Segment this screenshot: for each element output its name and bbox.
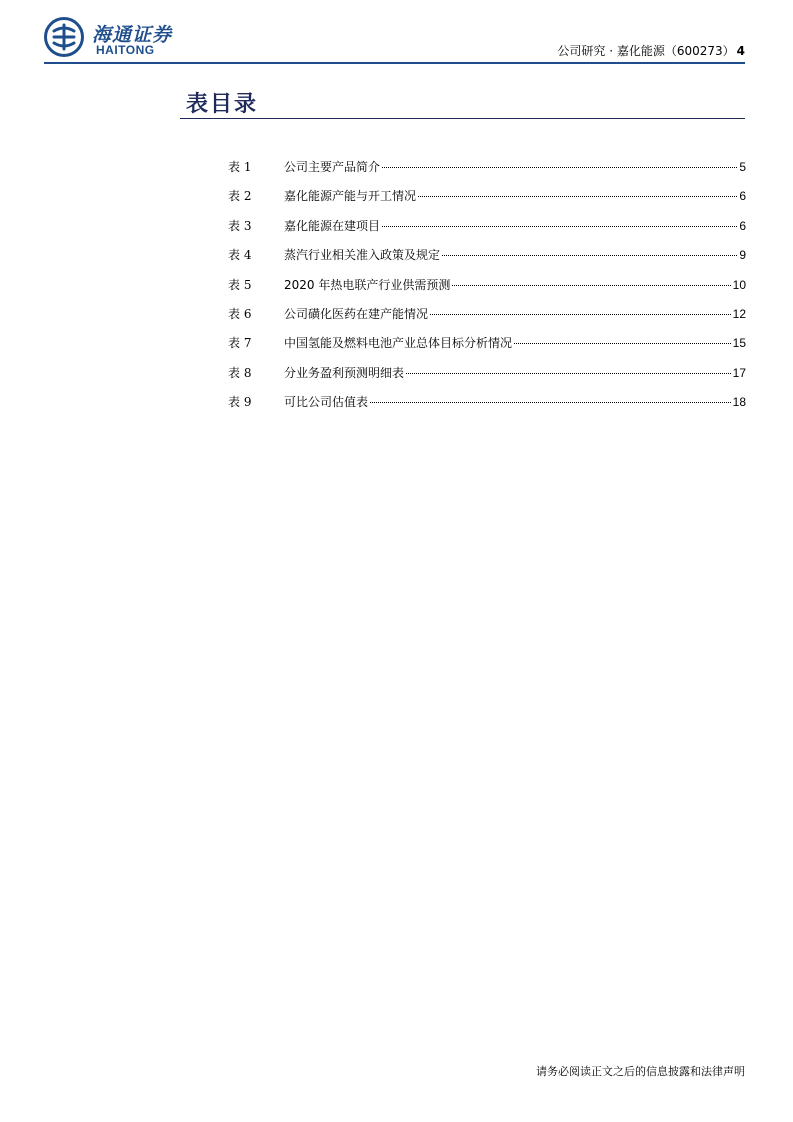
toc-label: 表 1 [228, 160, 252, 174]
toc-page: 15 [732, 336, 746, 351]
toc-label: 表 6 [228, 306, 252, 321]
toc-page: 17 [732, 365, 746, 380]
toc-entry[interactable] [228, 305, 746, 334]
toc-title: 嘉化能源在建项目 [284, 218, 381, 233]
toc-label: 表 4 [228, 248, 252, 263]
toc-title: 可比公司估值表 [284, 395, 369, 410]
toc-label: 表 2 [228, 189, 252, 204]
toc-entry[interactable] [228, 158, 746, 187]
toc-leader [382, 226, 737, 227]
toc-leader [406, 373, 731, 374]
toc-page: 10 [732, 277, 746, 292]
legal-disclaimer: 请务必阅读正文之后的信息披露和法律声明 [536, 1065, 745, 1078]
toc-title: 2020 年热电联产行业供需预测 [284, 277, 451, 292]
company-logo [44, 17, 179, 59]
header-report-title: 公司研究 · 嘉化能源（600273） [557, 44, 735, 58]
header-page-number: 4 [736, 44, 745, 58]
toc-page: 12 [732, 306, 746, 321]
toc-page: 9 [739, 248, 746, 263]
toc-label: 表 9 [228, 395, 252, 410]
header-report-info [557, 42, 745, 59]
toc-leader [442, 255, 737, 256]
header-divider [44, 62, 745, 64]
toc-entry[interactable] [228, 276, 746, 305]
toc-label: 表 3 [228, 218, 252, 233]
title-divider [180, 118, 745, 119]
page-title: 表目录 [186, 91, 259, 117]
toc-entry[interactable] [228, 246, 746, 275]
toc-title: 嘉化能源产能与开工情况 [284, 189, 417, 204]
toc-title: 公司磺化医药在建产能情况 [284, 306, 429, 321]
toc-leader [452, 285, 730, 286]
toc-page: 6 [739, 189, 746, 204]
toc-label: 表 7 [228, 336, 252, 351]
logo-chinese-text: 海通证券 [92, 24, 173, 46]
toc-leader [418, 196, 737, 197]
table-of-contents [228, 158, 746, 423]
toc-title: 公司主要产品简介 [284, 160, 381, 174]
toc-entry[interactable] [228, 334, 746, 363]
toc-title: 蒸汽行业相关准入政策及规定 [284, 248, 441, 263]
toc-entry[interactable] [228, 393, 746, 422]
toc-page: 5 [739, 160, 746, 174]
toc-entry[interactable] [228, 364, 746, 393]
toc-entry[interactable] [228, 187, 746, 216]
toc-title: 中国氢能及燃料电池产业总体目标分析情况 [284, 336, 513, 351]
toc-leader [514, 343, 731, 344]
logo-english-text: HAITONG [96, 43, 155, 57]
toc-leader [370, 402, 731, 403]
toc-page: 6 [739, 218, 746, 233]
toc-leader [430, 314, 731, 315]
toc-label: 表 5 [228, 277, 252, 292]
toc-label: 表 8 [228, 365, 252, 380]
toc-entry[interactable] [228, 217, 746, 246]
toc-leader [382, 167, 737, 168]
haitong-logo-icon [44, 17, 84, 57]
toc-title: 分业务盈利预测明细表 [284, 365, 405, 380]
toc-page: 18 [732, 395, 746, 410]
